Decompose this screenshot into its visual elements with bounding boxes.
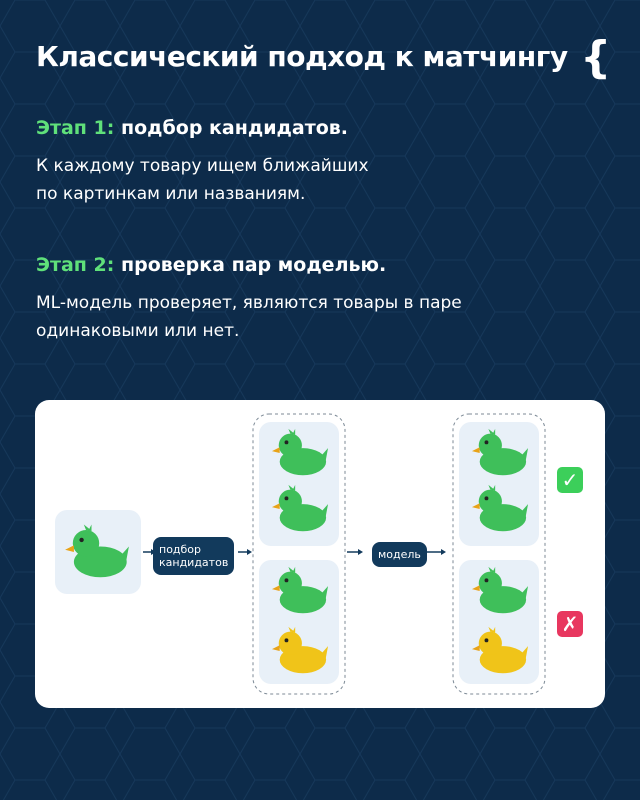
step2-label: Этап 2: (36, 254, 115, 276)
step2-description-line2: одинаковыми или нет. (36, 321, 240, 341)
model-label: модель (372, 542, 427, 567)
step1-description-line1: К каждому товару ищем ближайших (36, 156, 369, 176)
step2-description-line1: ML-модель проверяет, являются товары в паре (36, 293, 462, 313)
step2-heading (36, 254, 386, 276)
mismatch-cross-icon: ✗ (557, 611, 583, 637)
step1-description-line2: по картинкам или названиям. (36, 184, 306, 204)
matching-diagram-panel (35, 400, 605, 708)
candidates-selection-line1: подбор (159, 543, 202, 556)
arrow-to-results-icon (441, 549, 446, 555)
page-title: Классический подход к матчингу (36, 40, 568, 73)
step1-heading (36, 117, 348, 139)
candidates-selection-label (153, 537, 234, 575)
arrow-to-model-icon (358, 549, 363, 555)
step1-title: подбор кандидатов. (120, 117, 349, 139)
matching-diagram (35, 400, 605, 708)
candidates-selection-line2: кандидатов (159, 556, 229, 569)
step1-description (36, 152, 596, 208)
step2-description (36, 289, 596, 345)
arrow-to-candidate-group-icon (247, 549, 252, 555)
step1-label: Этап 1: (36, 117, 115, 139)
step2-title: проверка пар моделью. (120, 254, 387, 276)
brace-logo-icon: { (580, 32, 612, 83)
match-check-icon: ✓ (557, 467, 583, 493)
